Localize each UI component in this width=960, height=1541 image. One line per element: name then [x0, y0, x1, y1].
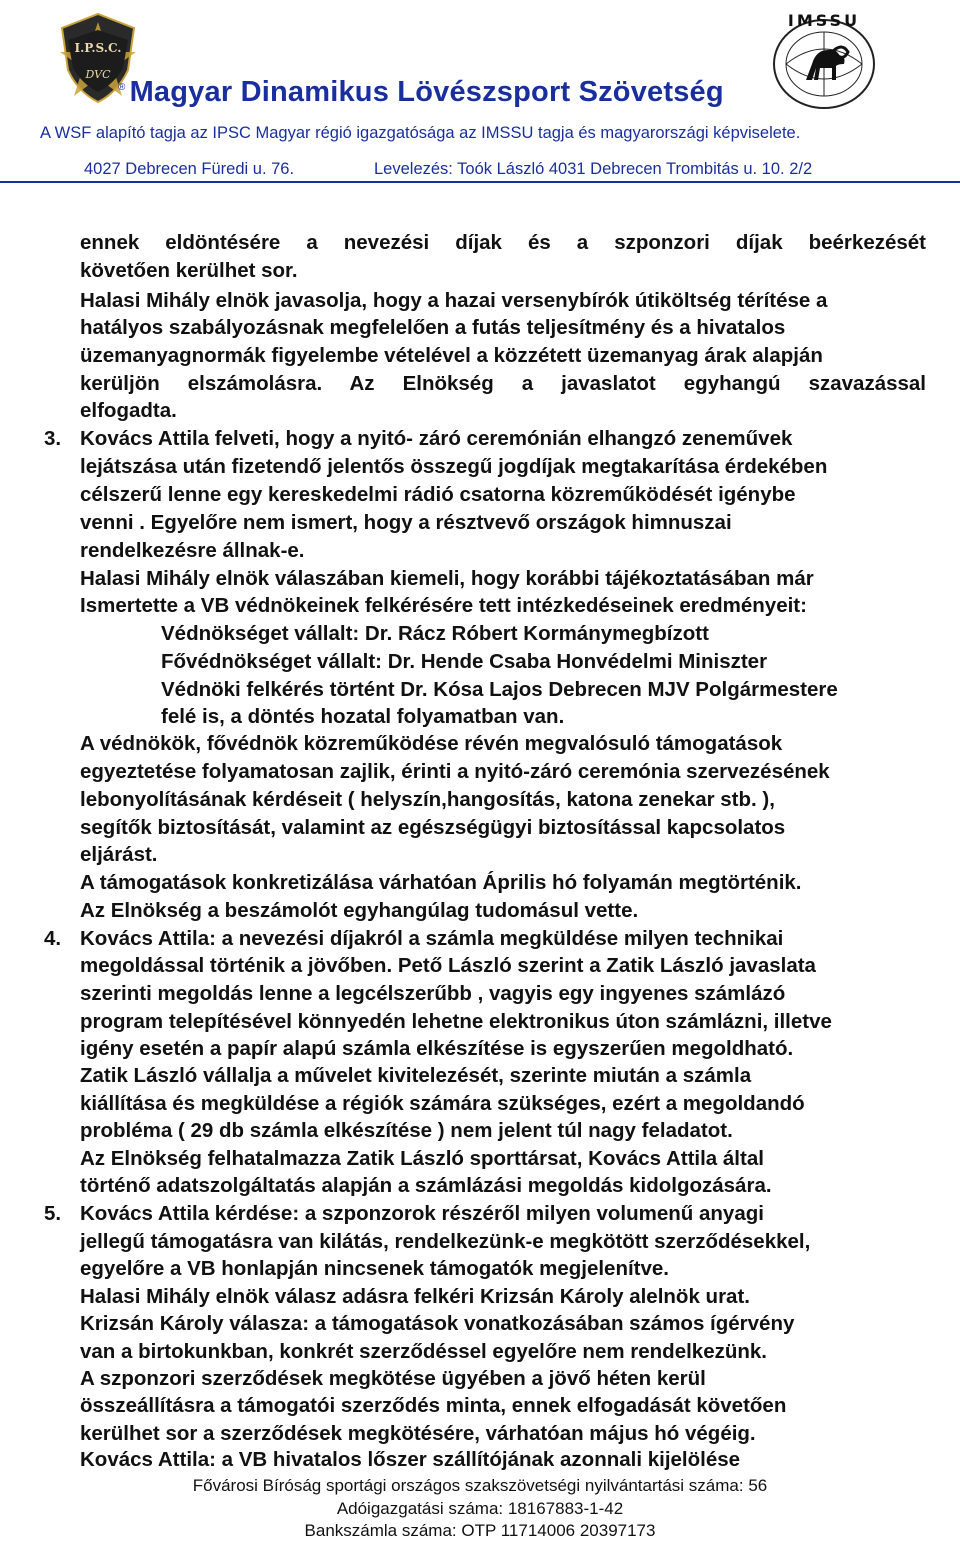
svg-text:IMSSU: IMSSU: [787, 11, 861, 30]
body-line: Kovács Attila felveti, hogy a nyitó- záró ceremónián elhangzó zeneművek: [80, 427, 793, 450]
body-line: szerinti megoldás lenne a legcélszerűbb , vagyis egy ingyenes számlázó: [80, 982, 786, 1005]
body-line: Fővédnökséget vállalt: Dr. Hende Csaba Honvédelmi Miniszter: [161, 650, 768, 673]
body-line: Védnöki felkérés történt Dr. Kósa Lajos Debrecen MJV Polgármestere: [161, 678, 838, 701]
org-subtitle: A WSF alapító tagja az IPSC Magyar régió igazgatósága az IMSSU tagja és magyarországi képviselete.: [40, 124, 801, 142]
body-line: megoldással történik a jövőben. Pető László szerint a Zatik László javaslata: [80, 954, 816, 977]
org-address: 4027 Debrecen Füredi u. 76. Levelezés: Toók László 4031 Debrecen Trombitás u. 10. 2/2: [84, 160, 813, 178]
body-line: A szponzori szerződések megkötése ügyében a jövő héten kerül: [80, 1367, 706, 1390]
body-line: igény esetén a papír alapú számla elkészítése is egyszerűen megoldható.: [80, 1037, 794, 1060]
item-number: 4.: [44, 927, 62, 950]
body-line: üzemanyagnormák figyelembe vételével a közzétett üzemanyag árak alapján: [80, 344, 823, 367]
body-line: Zatik László vállalja a művelet kivitelezését, szerinte miután a számla: [80, 1064, 752, 1087]
body-line: Kovács Attila: a nevezési díjakról a számla megküldése milyen technikai: [80, 927, 784, 950]
body-line: A védnökök, fővédnök közreműködése révén megvalósuló támogatások: [80, 732, 783, 755]
body-line: venni . Egyelőre nem ismert, hogy a résztvevő országok himnuszai: [80, 511, 732, 534]
body-line: probléma ( 29 db számla elkészítése ) nem jelent túl nagy feladatot.: [80, 1119, 733, 1142]
body-line: Halasi Mihály elnök javasolja, hogy a hazai versenybírók útiköltség térítése a: [80, 289, 828, 312]
body-line: Ismertette a VB védnökeinek felkérésére tett intézkedéseinek eredményeit:: [80, 594, 807, 617]
body-line: eljárást.: [80, 843, 158, 866]
footer-registry: Fővárosi Bíróság sportági országos szakszövetségi nyilvántartási száma: 56: [192, 1476, 768, 1495]
body-line: ennek eldöntésére a nevezési díjak és a szponzori díjak beérkezését: [80, 231, 926, 254]
body-line: lebonyolításának kérdéseit ( helyszín,hangosítás, katona zenekar stb. ),: [80, 788, 775, 811]
body-line: egyeztetése folyamatosan zajlik, érinti a nyitó-záró ceremónia szervezésének: [80, 760, 830, 783]
body-line: kerülhet sor a szerződések megkötésére, várhatóan május hó végéig.: [80, 1422, 756, 1445]
svg-text:I.P.S.C.: I.P.S.C.: [74, 41, 122, 55]
body-line: felé is, a döntés hozatal folyamatban van.: [161, 705, 565, 728]
body-line: összeállításra a támogatói szerződés minta, ennek elfogadását követően: [80, 1394, 787, 1417]
body-line: egyelőre a VB honlapján nincsenek támogatók megjelenítve.: [80, 1257, 669, 1280]
svg-text:DVC: DVC: [85, 68, 111, 81]
imssu-logo: [762, 4, 886, 114]
body-line: elfogadta.: [80, 399, 177, 422]
org-name: ® Magyar Dinamikus Lövészsport Szövetség: [118, 76, 724, 108]
footer-tax-number: Adóigazgatási száma: 18167883-1-42: [336, 1499, 624, 1518]
body-line: van a birtokunkban, konkrét szerződéssel egyelőre nem rendelkezünk.: [80, 1340, 767, 1363]
item-number: 3.: [44, 427, 62, 450]
body-line: Krizsán Károly válasza: a támogatások vonatkozásában számos ígérvény: [80, 1312, 795, 1335]
body-line: kerüljön elszámolásra. Az Elnökség a javaslatot egyhangú szavazással: [80, 372, 926, 395]
body-line: Halasi Mihály elnök válasz adásra felkéri Krizsán Károly alelnök urat.: [80, 1285, 750, 1308]
org-correspondence: Levelezés: Toók László 4031 Debrecen Trombitás u. 10. 2/2: [374, 160, 813, 178]
body-line: program telepítésével könnyedén lehetne elektronikus úton számlázni, illetve: [80, 1010, 832, 1033]
body-line: Kovács Attila: a VB hivatalos lőszer szállítójának azonnali kijelölése: [80, 1448, 741, 1471]
body-line: Védnökséget vállalt: Dr. Rácz Róbert Kormánymegbízott: [161, 622, 709, 645]
header-divider: [0, 181, 960, 183]
body-line: segítők biztosítását, valamint az egészségügyi biztosítással kapcsolatos: [80, 816, 786, 839]
body-line: rendelkezésre állnak-e.: [80, 539, 305, 562]
body-line: Halasi Mihály elnök válaszában kiemeli, hogy korábbi tájékoztatásában már: [80, 567, 814, 590]
body-line: lejátszása után fizetendő jelentős összegű jogdíjak megtakarítása érdekében: [80, 455, 828, 478]
body-line: kiállítása és megküldése a régiók számára szükséges, ezért a megoldandó: [80, 1092, 805, 1115]
body-line: Kovács Attila kérdése: a szponzorok részéről milyen volumenű anyagi: [80, 1202, 764, 1225]
body-line: követően kerülhet sor.: [80, 259, 298, 282]
body-line: történő adatszolgáltatás alapján a számlázási megoldás kidolgozására.: [80, 1174, 772, 1197]
body-line: jellegű támogatásra van kilátás, rendelkezünk-e megkötött szerződésekkel,: [80, 1230, 811, 1253]
body-line: A támogatások konkretizálása várhatóan Április hó folyamán megtörténik.: [80, 871, 802, 894]
item-number: 5.: [44, 1202, 62, 1225]
body-line: célszerű lenne egy kereskedelmi rádió csatorna közreműködését igénybe: [80, 483, 796, 506]
body-line: Az Elnökség felhatalmazza Zatik László sporttársat, Kovács Attila által: [80, 1147, 764, 1170]
body-line: Az Elnökség a beszámolót egyhangúlag tudomásul vette.: [80, 899, 639, 922]
body-line: hatályos szabályozásnak megfelelően a futás teljesítmény és a hivatalos: [80, 316, 786, 339]
footer-bank-account: Bankszámla száma: OTP 11714006 20397173: [304, 1521, 656, 1540]
